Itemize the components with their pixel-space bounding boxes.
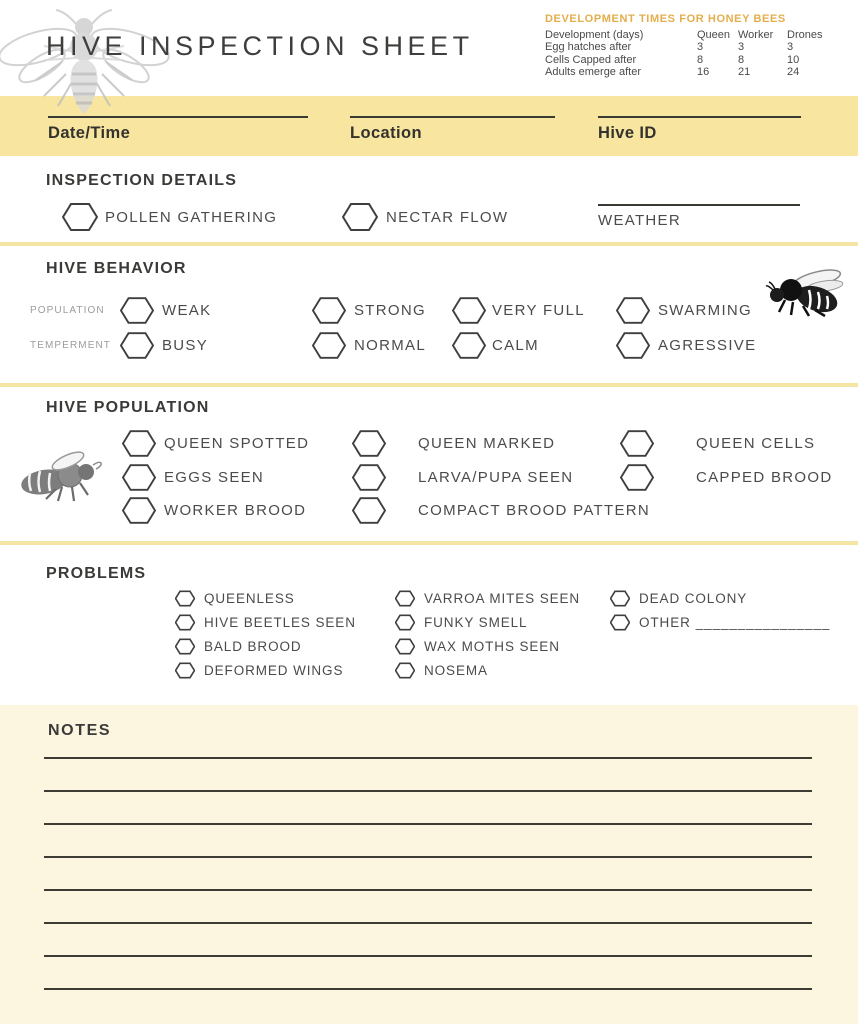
- checkbox-label: AGRESSIVE: [658, 337, 757, 354]
- dev-cell: 16: [697, 66, 710, 78]
- notes-ruled-line[interactable]: [44, 988, 812, 990]
- hexagon-checkbox-icon: [616, 296, 650, 325]
- checkbox-nectar-flow[interactable]: [342, 202, 508, 232]
- hexagon-checkbox-icon: [120, 296, 154, 325]
- checkbox-swarming[interactable]: [616, 296, 752, 325]
- hive-behavior-heading: HIVE BEHAVIOR: [46, 260, 187, 277]
- checkbox-busy[interactable]: [120, 331, 208, 360]
- checkbox-label: WEAK: [162, 302, 212, 319]
- hexagon-checkbox-icon: [610, 590, 630, 607]
- checkbox-label: BALD BROOD: [204, 639, 302, 654]
- dev-table-row-capped: [545, 54, 835, 67]
- dev-cell: 10: [787, 53, 800, 66]
- hexagon-checkbox-icon: [452, 296, 486, 325]
- dev-table-row-emerge: [545, 66, 835, 79]
- hexagon-checkbox-icon: [352, 429, 386, 458]
- hexagon-checkbox-icon: [352, 463, 386, 492]
- notes-ruled-line[interactable]: [44, 922, 812, 924]
- hexagon-checkbox-icon: [120, 331, 154, 360]
- dev-table-row-egg: [545, 41, 835, 54]
- weather-field[interactable]: [598, 204, 800, 229]
- hexagon-checkbox-icon: [395, 638, 415, 655]
- section-notes: [0, 705, 858, 1024]
- bee-side-view-illustration: [765, 266, 853, 318]
- dev-row-label: Egg hatches after: [545, 41, 632, 53]
- checkbox-weak[interactable]: [120, 296, 211, 325]
- dev-cell: 3: [738, 41, 745, 53]
- checkbox-strong[interactable]: [312, 296, 426, 325]
- dev-cell: 3: [787, 41, 794, 53]
- hive-population-heading: HIVE POPULATION: [46, 399, 210, 416]
- page-title: HIVE INSPECTION SHEET: [46, 31, 474, 61]
- checkbox-label: STRONG: [354, 302, 426, 319]
- hexagon-checkbox-icon: [175, 590, 195, 607]
- checkbox-label: NOSEMA: [424, 663, 488, 678]
- checkbox-label: FUNKY SMELL: [424, 615, 528, 630]
- dev-cell: 8: [697, 53, 704, 66]
- notes-ruled-line[interactable]: [44, 790, 812, 792]
- section-problems: [0, 545, 858, 705]
- hexagon-checkbox-icon: [175, 638, 195, 655]
- checkbox-label: QUEEN CELLS: [696, 435, 816, 452]
- checkbox-label: DEFORMED WINGS: [204, 663, 344, 678]
- hexagon-checkbox-icon: [312, 331, 346, 360]
- notes-ruled-line[interactable]: [44, 757, 812, 759]
- development-times-table: [545, 13, 835, 79]
- checkbox-label: QUEEN SPOTTED: [164, 435, 310, 452]
- checkbox-label: WAX MOTHS SEEN: [424, 639, 560, 654]
- checkbox-label: WORKER BROOD: [164, 502, 307, 519]
- notes-ruled-line[interactable]: [44, 823, 812, 825]
- checkbox-hive-beetles-seen[interactable]: [175, 614, 356, 631]
- checkbox-label: QUEENLESS: [204, 591, 295, 606]
- checkbox-label: LARVA/PUPA SEEN: [418, 469, 574, 486]
- checkbox-label: EGGS SEEN: [164, 469, 265, 486]
- dev-table-title: DEVELOPMENT TIMES FOR HONEY BEES: [545, 13, 786, 25]
- checkbox-eggs-seen[interactable]: [122, 463, 264, 492]
- checkbox-label: NORMAL: [354, 337, 426, 354]
- dev-row-label: Adults emerge after: [545, 66, 641, 78]
- checkbox-queen-cells[interactable]: [620, 429, 815, 458]
- dev-cell: 8: [738, 53, 745, 66]
- section-hive-behavior: [0, 246, 858, 383]
- checkbox-queenless[interactable]: [175, 590, 295, 607]
- hexagon-checkbox-icon: [62, 202, 98, 232]
- checkbox-pollen-gathering[interactable]: [62, 202, 277, 232]
- checkbox-compact-brood-pattern[interactable]: [352, 496, 650, 525]
- problems-heading: PROBLEMS: [46, 565, 147, 582]
- checkbox-label: SWARMING: [658, 302, 753, 319]
- checkbox-deformed-wings[interactable]: [175, 662, 343, 679]
- checkbox-label: VARROA MITES SEEN: [424, 591, 581, 606]
- checkbox-label: BUSY: [162, 337, 209, 354]
- section-hive-population: [0, 387, 858, 541]
- hexagon-checkbox-icon: [122, 496, 156, 525]
- checkbox-normal[interactable]: [312, 331, 426, 360]
- checkbox-bald-brood[interactable]: [175, 638, 302, 655]
- checkbox-very-full[interactable]: [452, 296, 585, 325]
- hexagon-checkbox-icon: [620, 429, 654, 458]
- notes-ruled-line[interactable]: [44, 856, 812, 858]
- dev-cell: 24: [787, 66, 800, 78]
- hexagon-checkbox-icon: [342, 202, 378, 232]
- weather-label: WEATHER: [598, 212, 681, 229]
- checkbox-calm[interactable]: [452, 331, 539, 360]
- checkbox-label: OTHER: [639, 615, 691, 630]
- dev-col-worker: Worker: [738, 28, 774, 41]
- population-row-label: POPULATION: [30, 305, 105, 316]
- hexagon-checkbox-icon: [395, 614, 415, 631]
- checkbox-larva-pupa-seen[interactable]: [352, 463, 573, 492]
- checkbox-agressive[interactable]: [616, 331, 756, 360]
- checkbox-queen-marked[interactable]: [352, 429, 555, 458]
- checkbox-nosema[interactable]: [395, 662, 488, 679]
- checkbox-label: NECTAR FLOW: [386, 208, 509, 226]
- inspection-details-heading: INSPECTION DETAILS: [46, 172, 238, 189]
- hexagon-checkbox-icon: [312, 296, 346, 325]
- checkbox-other[interactable]: [610, 614, 830, 631]
- checkbox-label: CALM: [492, 337, 539, 354]
- checkbox-capped-brood[interactable]: [620, 463, 832, 492]
- hexagon-checkbox-icon: [610, 614, 630, 631]
- hexagon-checkbox-icon: [175, 614, 195, 631]
- section-inspection-details: [0, 156, 858, 242]
- dev-cell: 3: [697, 41, 704, 53]
- dev-cell: 21: [738, 66, 751, 78]
- hexagon-checkbox-icon: [352, 496, 386, 525]
- checkbox-label: COMPACT BROOD PATTERN: [418, 502, 651, 519]
- checkbox-label: POLLEN GATHERING: [105, 208, 278, 226]
- hexagon-checkbox-icon: [616, 331, 650, 360]
- location-field[interactable]: [350, 116, 555, 143]
- hexagon-checkbox-icon: [395, 590, 415, 607]
- date-time-field[interactable]: [48, 116, 308, 143]
- checkbox-label: QUEEN MARKED: [418, 435, 556, 452]
- bee-side-view-illustration: [16, 445, 106, 507]
- dev-table-header-row: [545, 29, 835, 42]
- location-label: Location: [350, 124, 422, 142]
- hexagon-checkbox-icon: [620, 463, 654, 492]
- hexagon-checkbox-icon: [452, 331, 486, 360]
- hive-id-field[interactable]: [598, 116, 801, 143]
- hexagon-checkbox-icon: [395, 662, 415, 679]
- checkbox-label: HIVE BEETLES SEEN: [204, 615, 356, 630]
- temperment-row-label: TEMPERMENT: [30, 340, 111, 351]
- hexagon-checkbox-icon: [122, 429, 156, 458]
- dev-col-label: Development (days): [545, 28, 644, 41]
- notes-ruled-line[interactable]: [44, 889, 812, 891]
- hexagon-checkbox-icon: [175, 662, 195, 679]
- checkbox-funky-smell[interactable]: [395, 614, 527, 631]
- dev-col-queen: Queen: [697, 28, 731, 41]
- checkbox-worker-brood[interactable]: [122, 496, 306, 525]
- other-write-in-line[interactable]: ________________: [695, 615, 831, 630]
- checkbox-label: DEAD COLONY: [639, 591, 748, 606]
- checkbox-wax-moths-seen[interactable]: [395, 638, 560, 655]
- checkbox-label: VERY FULL: [492, 302, 585, 319]
- date-time-label: Date/Time: [48, 124, 131, 142]
- dev-row-label: Cells Capped after: [545, 53, 637, 66]
- notes-heading: NOTES: [48, 722, 112, 739]
- checkbox-varroa-mites-seen[interactable]: [395, 590, 580, 607]
- hive-id-label: Hive ID: [598, 124, 657, 142]
- notes-ruled-line[interactable]: [44, 955, 812, 957]
- hexagon-checkbox-icon: [122, 463, 156, 492]
- checkbox-queen-spotted[interactable]: [122, 429, 309, 458]
- checkbox-dead-colony[interactable]: [610, 590, 747, 607]
- dev-col-drones: Drones: [787, 28, 823, 41]
- checkbox-label: CAPPED BROOD: [696, 469, 833, 486]
